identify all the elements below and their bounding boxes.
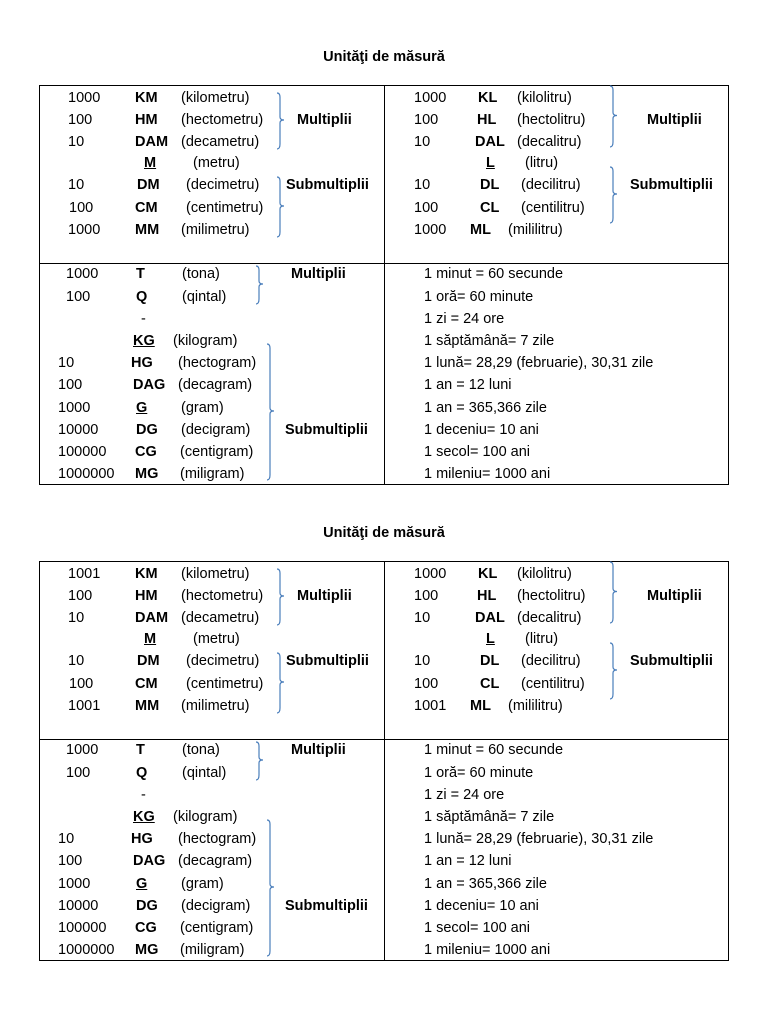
volume-factor: 1000 (414, 222, 447, 238)
time-equivalence: 1 an = 365,366 zile (424, 400, 547, 416)
volume-unit: L (486, 155, 495, 171)
volume-factor: 100 (414, 676, 439, 692)
mass-name: (decigram) (181, 898, 251, 914)
submultiples-label: Submultiplii (630, 177, 713, 193)
length-name: (kilometru) (181, 566, 250, 582)
mass-name: (decigram) (181, 422, 251, 438)
length-unit: CM (135, 200, 158, 216)
mass-name: (kilogram) (173, 333, 238, 349)
multiples-label: Multiplii (291, 742, 346, 758)
mass-name: (tona) (182, 742, 220, 758)
time-equivalence: 1 lună= 28,29 (februarie), 30,31 zile (424, 355, 654, 371)
mass-factor: 1000 (66, 742, 99, 758)
brace-multiples-mass (255, 741, 265, 781)
mass-unit: T (136, 742, 145, 758)
time-equivalence: 1 săptămână= 7 zile (424, 809, 555, 825)
mass-name: (qintal) (182, 289, 227, 305)
volume-factor: 1001 (414, 698, 447, 714)
mass-factor: 1000 (58, 400, 91, 416)
volume-name: (decilitru) (521, 653, 581, 669)
mass-unit: Q (136, 289, 148, 305)
volume-name: (mililitru) (508, 222, 563, 238)
mass-unit: MG (135, 466, 159, 482)
volume-factor: 1000 (414, 90, 447, 106)
volume-name: (decilitru) (521, 177, 581, 193)
volume-unit: DAL (475, 610, 505, 626)
mass-factor: 100000 (58, 444, 107, 460)
volume-unit: DAL (475, 134, 505, 150)
brace-multiples-mass (255, 265, 265, 305)
page-title: Unităţi de măsură (323, 525, 445, 541)
length-name: (centimetru) (186, 200, 264, 216)
length-unit: MM (135, 698, 160, 714)
volume-name: (mililitru) (508, 698, 563, 714)
volume-name: (centilitru) (521, 200, 585, 216)
time-equivalence: 1 lună= 28,29 (februarie), 30,31 zile (424, 831, 654, 847)
time-equivalence: 1 deceniu= 10 ani (424, 422, 539, 438)
time-equivalence: 1 săptămână= 7 zile (424, 333, 555, 349)
time-equivalence: 1 deceniu= 10 ani (424, 898, 539, 914)
mass-name: (hectogram) (178, 831, 257, 847)
volume-unit: L (486, 631, 495, 647)
length-factor: 1001 (68, 566, 101, 582)
length-name: (hectometru) (181, 112, 264, 128)
mass-name: (decagram) (178, 853, 253, 869)
length-factor: 10 (68, 610, 85, 626)
mass-factor: 10 (58, 831, 75, 847)
mass-factor: 100 (58, 377, 83, 393)
brace-submultiples-length (276, 176, 286, 238)
brace-submultiples-mass (266, 819, 276, 957)
mass-name: (miligram) (180, 466, 245, 482)
page-title: Unităţi de măsură (323, 49, 445, 65)
mass-unit: DAG (133, 377, 166, 393)
length-name: (metru) (193, 631, 240, 647)
length-factor: 100 (69, 200, 94, 216)
brace-submultiples-mass (266, 343, 276, 481)
time-equivalence: 1 minut = 60 secunde (424, 742, 564, 758)
multiples-label: Multiplii (647, 588, 702, 604)
length-name: (centimetru) (186, 676, 264, 692)
mass-factor: 1000000 (58, 466, 115, 482)
mass-factor: 100000 (58, 920, 107, 936)
time-equivalence: 1 oră= 60 minute (424, 289, 534, 305)
length-name: (metru) (193, 155, 240, 171)
mass-name: (centigram) (180, 444, 254, 460)
multiples-label: Multiplii (647, 112, 702, 128)
mass-unit: - (141, 787, 146, 803)
length-factor: 1001 (68, 698, 101, 714)
volume-factor: 10 (414, 610, 431, 626)
mass-name: (kilogram) (173, 809, 238, 825)
mass-name: (gram) (181, 876, 224, 892)
submultiples-label: Submultiplii (285, 422, 368, 438)
length-name: (milimetru) (181, 222, 250, 238)
length-factor: 10 (68, 653, 85, 669)
submultiples-label: Submultiplii (630, 653, 713, 669)
time-equivalence: 1 an = 12 luni (424, 377, 512, 393)
volume-unit: HL (477, 588, 497, 604)
submultiples-label: Submultiplii (285, 898, 368, 914)
volume-factor: 100 (414, 112, 439, 128)
mass-unit: KG (133, 333, 155, 349)
mass-unit: DAG (133, 853, 166, 869)
brace-submultiples-volume (609, 642, 619, 700)
length-factor: 1000 (68, 90, 101, 106)
volume-unit: KL (478, 566, 498, 582)
volume-factor: 10 (414, 653, 431, 669)
time-equivalence: 1 an = 12 luni (424, 853, 512, 869)
volume-factor: 100 (414, 588, 439, 604)
mass-name: (miligram) (180, 942, 245, 958)
mass-unit: - (141, 311, 146, 327)
length-factor: 100 (69, 676, 94, 692)
length-name: (decametru) (181, 610, 260, 626)
mass-factor: 100 (66, 765, 91, 781)
mass-unit: KG (133, 809, 155, 825)
length-unit: CM (135, 676, 158, 692)
length-unit: M (144, 631, 157, 647)
length-unit: DAM (135, 610, 169, 626)
volume-name: (hectolitru) (517, 112, 586, 128)
volume-unit: CL (480, 676, 500, 692)
length-factor: 1000 (68, 222, 101, 238)
length-unit: DM (137, 177, 160, 193)
brace-multiples-volume (609, 561, 619, 624)
brace-multiples-length (276, 92, 286, 150)
volume-name: (kilolitru) (517, 566, 572, 582)
volume-factor: 10 (414, 134, 431, 150)
row-divider (40, 739, 728, 740)
mass-name: (qintal) (182, 765, 227, 781)
time-equivalence: 1 an = 365,366 zile (424, 876, 547, 892)
mass-name: (hectogram) (178, 355, 257, 371)
length-factor: 100 (68, 112, 93, 128)
mass-unit: DG (136, 898, 158, 914)
mass-unit: MG (135, 942, 159, 958)
length-unit: HM (135, 112, 158, 128)
time-equivalence: 1 mileniu= 1000 ani (424, 466, 551, 482)
volume-name: (litru) (525, 155, 559, 171)
multiples-label: Multiplii (297, 112, 352, 128)
mass-unit: G (136, 400, 148, 416)
column-divider (384, 562, 385, 960)
volume-factor: 100 (414, 200, 439, 216)
mass-name: (tona) (182, 266, 220, 282)
mass-unit: G (136, 876, 148, 892)
length-name: (hectometru) (181, 588, 264, 604)
volume-unit: KL (478, 90, 498, 106)
volume-unit: HL (477, 112, 497, 128)
column-divider (384, 86, 385, 484)
mass-unit: T (136, 266, 145, 282)
units-table (39, 561, 729, 961)
time-equivalence: 1 oră= 60 minute (424, 765, 534, 781)
length-unit: MM (135, 222, 160, 238)
length-name: (kilometru) (181, 90, 250, 106)
length-unit: KM (135, 566, 158, 582)
volume-unit: CL (480, 200, 500, 216)
time-equivalence: 1 zi = 24 ore (424, 311, 505, 327)
time-equivalence: 1 zi = 24 ore (424, 787, 505, 803)
length-unit: DM (137, 653, 160, 669)
length-factor: 100 (68, 588, 93, 604)
mass-unit: DG (136, 422, 158, 438)
time-equivalence: 1 secol= 100 ani (424, 920, 531, 936)
brace-submultiples-length (276, 652, 286, 714)
length-unit: DAM (135, 134, 169, 150)
volume-name: (litru) (525, 631, 559, 647)
volume-name: (kilolitru) (517, 90, 572, 106)
volume-name: (decalitru) (517, 610, 582, 626)
mass-factor: 100 (66, 289, 91, 305)
multiples-label: Multiplii (297, 588, 352, 604)
mass-name: (decagram) (178, 377, 253, 393)
time-equivalence: 1 mileniu= 1000 ani (424, 942, 551, 958)
volume-name: (decalitru) (517, 134, 582, 150)
mass-factor: 1000 (58, 876, 91, 892)
volume-name: (hectolitru) (517, 588, 586, 604)
units-table (39, 85, 729, 485)
volume-unit: ML (470, 222, 491, 238)
mass-unit: Q (136, 765, 148, 781)
mass-factor: 100 (58, 853, 83, 869)
volume-unit: DL (480, 177, 500, 193)
mass-factor: 10000 (58, 422, 99, 438)
time-equivalence: 1 minut = 60 secunde (424, 266, 564, 282)
length-name: (milimetru) (181, 698, 250, 714)
mass-factor: 1000000 (58, 942, 115, 958)
length-name: (decametru) (181, 134, 260, 150)
brace-multiples-length (276, 568, 286, 626)
time-equivalence: 1 secol= 100 ani (424, 444, 531, 460)
mass-name: (centigram) (180, 920, 254, 936)
mass-unit: HG (131, 355, 153, 371)
submultiples-label: Submultiplii (286, 177, 369, 193)
volume-name: (centilitru) (521, 676, 585, 692)
row-divider (40, 263, 728, 264)
length-factor: 10 (68, 177, 85, 193)
mass-unit: CG (135, 920, 157, 936)
brace-multiples-volume (609, 85, 619, 148)
length-unit: KM (135, 90, 158, 106)
length-name: (decimetru) (186, 177, 260, 193)
length-factor: 10 (68, 134, 85, 150)
mass-unit: HG (131, 831, 153, 847)
multiples-label: Multiplii (291, 266, 346, 282)
length-unit: M (144, 155, 157, 171)
brace-submultiples-volume (609, 166, 619, 224)
mass-unit: CG (135, 444, 157, 460)
mass-name: (gram) (181, 400, 224, 416)
volume-factor: 10 (414, 177, 431, 193)
volume-unit: DL (480, 653, 500, 669)
submultiples-label: Submultiplii (286, 653, 369, 669)
volume-factor: 1000 (414, 566, 447, 582)
length-unit: HM (135, 588, 158, 604)
mass-factor: 1000 (66, 266, 99, 282)
length-name: (decimetru) (186, 653, 260, 669)
mass-factor: 10000 (58, 898, 99, 914)
volume-unit: ML (470, 698, 491, 714)
mass-factor: 10 (58, 355, 75, 371)
